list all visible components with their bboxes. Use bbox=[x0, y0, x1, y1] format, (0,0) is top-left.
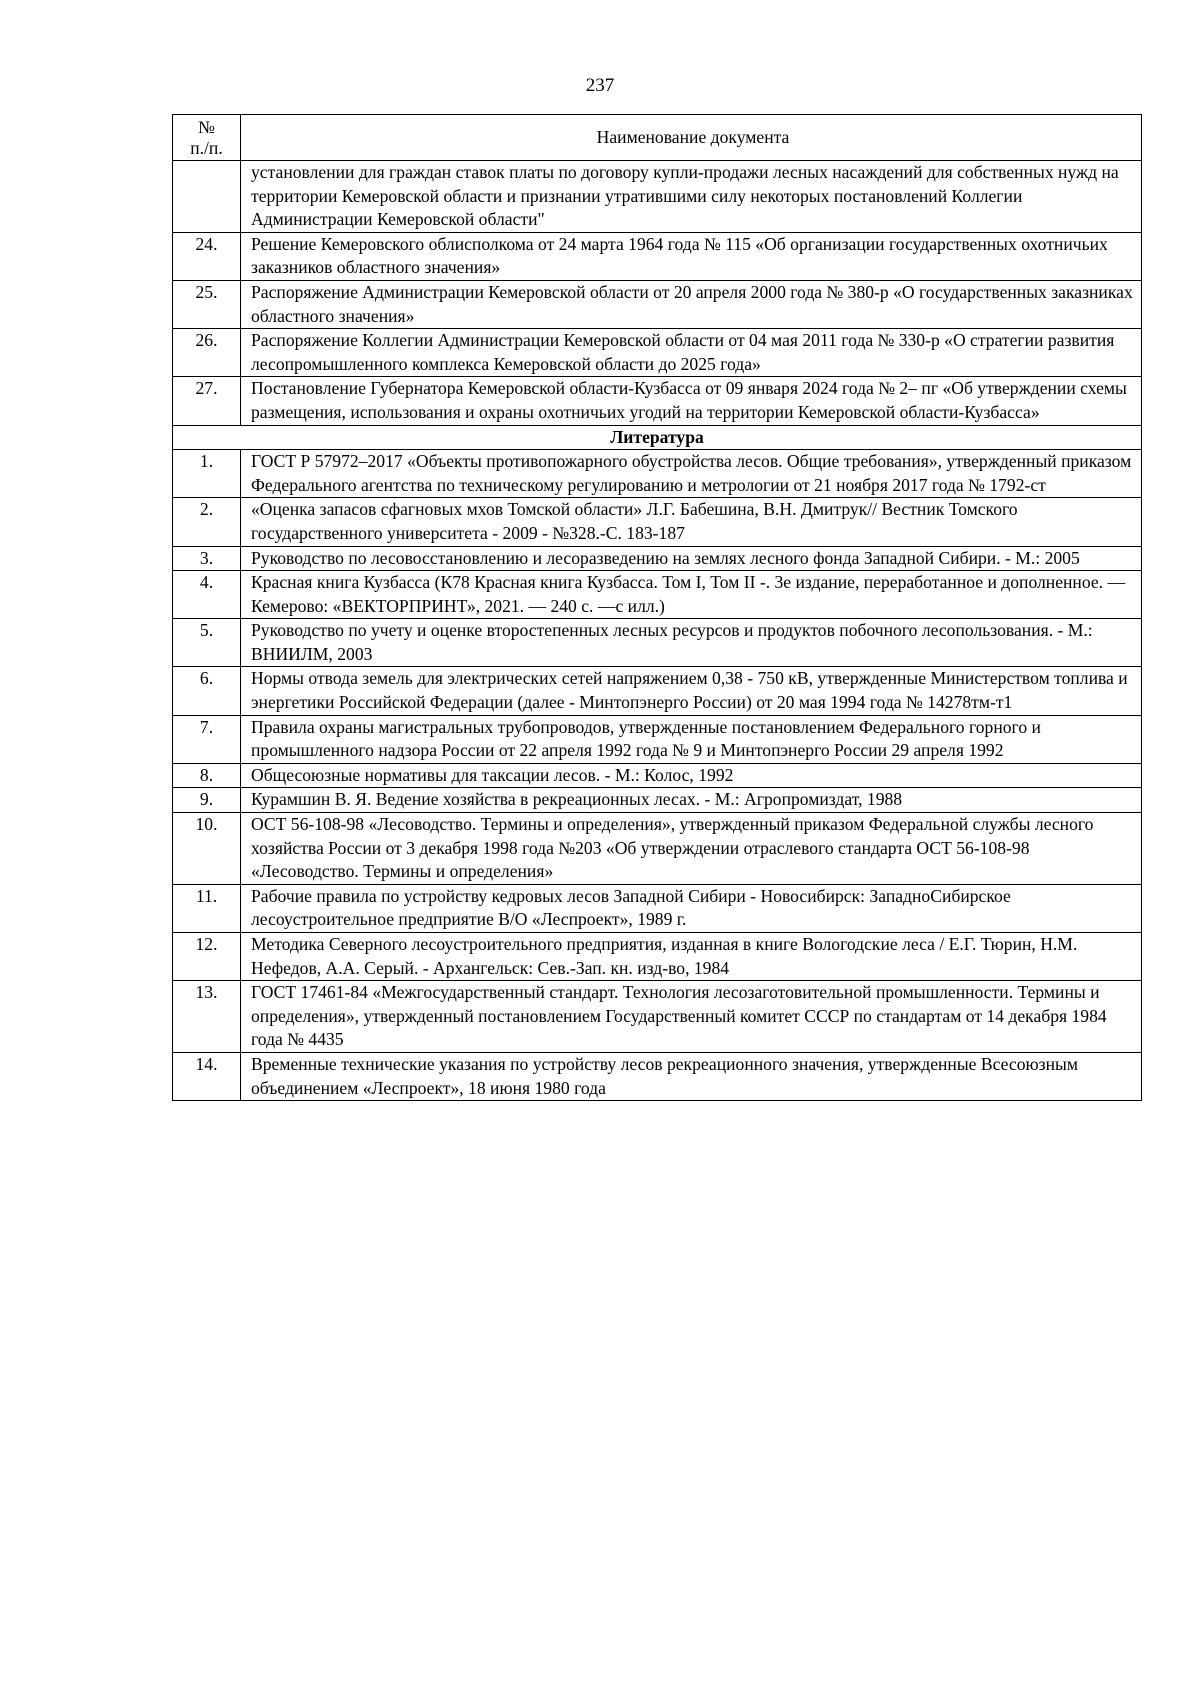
row-number: 4. bbox=[173, 571, 241, 619]
table-row bbox=[173, 450, 1142, 498]
row-number: 1. bbox=[173, 450, 241, 498]
row-number: 13. bbox=[173, 981, 241, 1053]
literature-section bbox=[173, 425, 1142, 450]
table-row bbox=[173, 161, 1142, 233]
table-row bbox=[173, 546, 1142, 571]
document-title: установлении для граждан ставок платы по договору купли-продажи лесных насаждений для собственных нужд на территории Кемеровской области и признании утратившими силу некоторых постановлений Коллегии Администрации Кемеровской области" bbox=[241, 161, 1142, 233]
document-title: Руководство по лесовосстановлению и лесоразведению на землях лесного фонда Западной Сибири. - М.: 2005 bbox=[241, 546, 1142, 571]
row-number: 9. bbox=[173, 788, 241, 813]
table-row bbox=[173, 933, 1142, 981]
table-row bbox=[173, 1052, 1142, 1100]
row-number: 26. bbox=[173, 329, 241, 377]
column-header-name: Наименование документа bbox=[241, 115, 1142, 161]
document-list-table bbox=[172, 114, 1142, 1101]
document-title: ГОСТ 17461-84 «Межгосударственный стандарт. Технология лесозаготовительной промышленности. Термины и определения», утвержденный постановлением Государственный комитет СССР по стандартам от 14 декабря 1984 года № 4435 bbox=[241, 981, 1142, 1053]
table-row bbox=[173, 571, 1142, 619]
table-row bbox=[173, 280, 1142, 328]
row-number: 27. bbox=[173, 377, 241, 425]
normative-documents-body bbox=[173, 161, 1142, 426]
document-title: Постановление Губернатора Кемеровской области-Кузбасса от 09 января 2024 года № 2– пг «Об утверждении схемы размещения, использования и охраны охотничьих угодий на территории Кемеровской области-Кузбасса» bbox=[241, 377, 1142, 425]
document-title: Рабочие правила по устройству кедровых лесов Западной Сибири - Новосибирск: ЗападноСибирское лесоустроительное предприятие В/О «Леспроект», 1989 г. bbox=[241, 884, 1142, 932]
table-row bbox=[173, 619, 1142, 667]
document-title: Правила охраны магистральных трубопроводов, утвержденные постановлением Федерального горного и промышленного надзора России от 22 апреля 1992 года № 9 и Минтопэнерго России 29 апреля 1992 bbox=[241, 715, 1142, 763]
row-number: 6. bbox=[173, 667, 241, 715]
document-title: ОСТ 56-108-98 «Лесоводство. Термины и определения», утвержденный приказом Федеральной службы лесного хозяйства России от 3 декабря 1998 года №203 «Об утверждении отраслевого стандарта ОСТ 56-108-98 «Лесоводство. Термины и определения» bbox=[241, 813, 1142, 885]
row-number: 5. bbox=[173, 619, 241, 667]
document-title: Методика Северного лесоустроительного предприятия, изданная в книге Вологодские леса / Е.Г. Тюрин, Н.М. Нефедов, А.А. Серый. - Архангельск: Сев.-Зап. кн. изд-во, 1984 bbox=[241, 933, 1142, 981]
page-number: 237 bbox=[585, 75, 615, 96]
table-row bbox=[173, 788, 1142, 813]
document-title: Распоряжение Администрации Кемеровской области от 20 апреля 2000 года № 380-р «О государственных заказниках областного значения» bbox=[241, 280, 1142, 328]
document-title: Руководство по учету и оценке второстепенных лесных ресурсов и продуктов побочного лесопользования. - М.: ВНИИЛМ, 2003 bbox=[241, 619, 1142, 667]
row-number: 12. bbox=[173, 933, 241, 981]
row-number: 3. bbox=[173, 546, 241, 571]
document-title: Красная книга Кузбасса (К78 Красная книга Кузбасса. Том I, Том II -. 3е издание, переработанное и дополненное. —Кемерово: «ВЕКТОРПРИНТ», 2021. — 240 с. —с илл.) bbox=[241, 571, 1142, 619]
row-number: 25. bbox=[173, 280, 241, 328]
table-row bbox=[173, 667, 1142, 715]
section-title-literature: Литература bbox=[173, 425, 1142, 450]
table-row bbox=[173, 763, 1142, 788]
table-row bbox=[173, 884, 1142, 932]
document-title: Временные технические указания по устройству лесов рекреационного значения, утвержденные Всесоюзным объединением «Леспроект», 18 июня 1980 года bbox=[241, 1052, 1142, 1100]
row-number: 24. bbox=[173, 232, 241, 280]
literature-body bbox=[173, 450, 1142, 1101]
row-number: 2. bbox=[173, 498, 241, 546]
document-title: Нормы отвода земель для электрических сетей напряжением 0,38 - 750 кВ, утвержденные Министерством топлива и энергетики Российской Федерации (далее - Минтопэнерго России) от 20 мая 1994 года № 14278тм-т1 bbox=[241, 667, 1142, 715]
document-title: «Оценка запасов сфагновых мхов Томской области» Л.Г. Бабешина, В.Н. Дмитрук// Вестник Томского государственного университета - 2009 - №328.-С. 183-187 bbox=[241, 498, 1142, 546]
document-title: Распоряжение Коллегии Администрации Кемеровской области от 04 мая 2011 года № 330-р «О стратегии развития лесопромышленного комплекса Кемеровской области до 2025 года» bbox=[241, 329, 1142, 377]
document-title: Общесоюзные нормативы для таксации лесов. - М.: Колос, 1992 bbox=[241, 763, 1142, 788]
row-number: 11. bbox=[173, 884, 241, 932]
table-row bbox=[173, 715, 1142, 763]
table-row bbox=[173, 232, 1142, 280]
table-row bbox=[173, 498, 1142, 546]
document-title: Курамшин В. Я. Ведение хозяйства в рекреационных лесах. - М.: Агропромиздат, 1988 bbox=[241, 788, 1142, 813]
row-number bbox=[173, 161, 241, 233]
section-row bbox=[173, 425, 1142, 450]
table-row bbox=[173, 981, 1142, 1053]
table-row bbox=[173, 813, 1142, 885]
row-number: 14. bbox=[173, 1052, 241, 1100]
column-header-number bbox=[173, 115, 241, 161]
table-row bbox=[173, 329, 1142, 377]
table-row bbox=[173, 377, 1142, 425]
column-header-number-abbr: п./п. bbox=[190, 138, 223, 158]
document-title: ГОСТ Р 57972–2017 «Объекты противопожарного обустройства лесов. Общие требования», утвержденный приказом Федерального агентства по техническому регулированию и метрологии от 21 ноября 2017 года № 1792-ст bbox=[241, 450, 1142, 498]
row-number: 8. bbox=[173, 763, 241, 788]
row-number: 10. bbox=[173, 813, 241, 885]
row-number: 7. bbox=[173, 715, 241, 763]
column-header-number-symbol: № bbox=[198, 117, 215, 137]
table-header-row bbox=[173, 115, 1142, 161]
document-title: Решение Кемеровского облисполкома от 24 марта 1964 года № 115 «Об организации государственных охотничьих заказников областного значения» bbox=[241, 232, 1142, 280]
